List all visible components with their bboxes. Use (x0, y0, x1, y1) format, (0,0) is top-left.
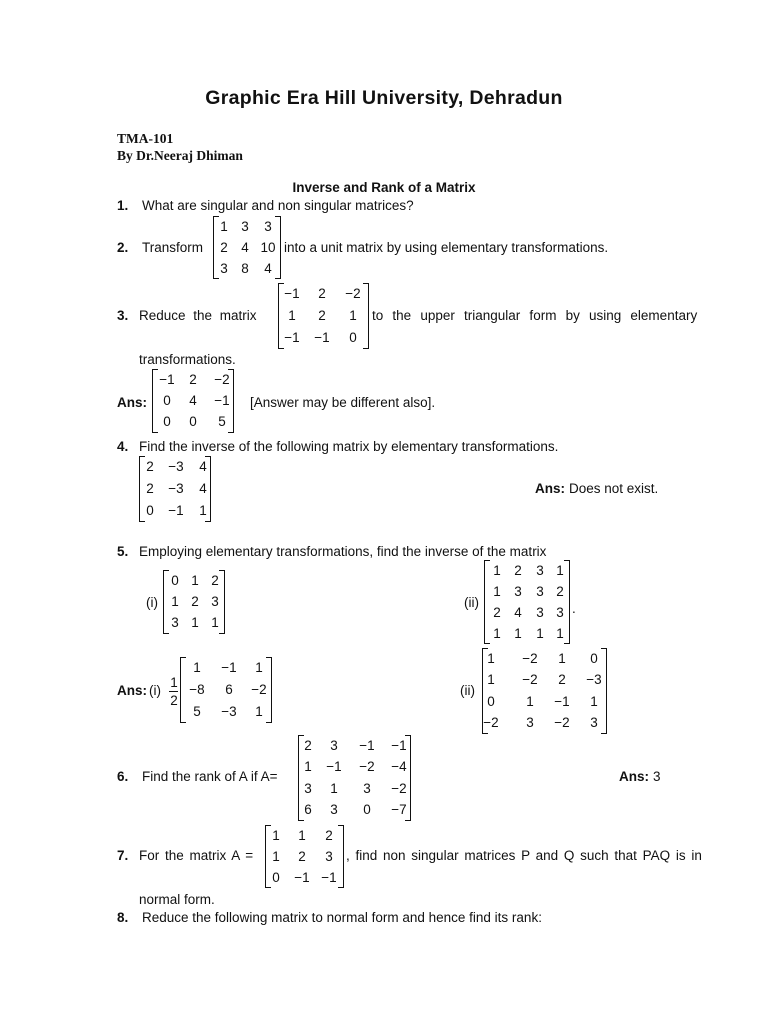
matrix-entry: 0 (272, 869, 280, 885)
matrix-entry: 3 (526, 715, 534, 731)
matrix-row (484, 582, 570, 602)
matrix-entry: 3 (363, 780, 371, 796)
matrix-entry: −1 (168, 503, 184, 518)
matrix-row (152, 370, 234, 390)
matrix-entry: 6 (225, 682, 233, 697)
matrix-entry: 3 (220, 260, 228, 276)
matrix-entry: −4 (391, 759, 407, 775)
q3-post: to the upper triangular form by using elementary (372, 308, 698, 323)
matrix-entry: 6 (304, 802, 312, 818)
matrix-entry: 2 (304, 737, 312, 753)
matrix-entry: −2 (345, 286, 361, 301)
matrix-entry: 1 (191, 572, 199, 588)
matrix-entry: 1 (211, 615, 219, 631)
course-code: TMA-101 (117, 131, 174, 146)
matrix-entry: −1 (284, 330, 300, 345)
matrix-entry: −1 (554, 693, 570, 709)
matrix-row (180, 702, 272, 722)
matrix-entry: 10 (260, 239, 276, 255)
matrix-entry: 1 (349, 308, 357, 323)
matrix-entry: 1 (272, 827, 280, 843)
matrix-row (484, 624, 570, 644)
q7-number: 7. (117, 848, 129, 863)
matrix-row (482, 713, 607, 733)
matrix-entry: −7 (391, 802, 407, 818)
matrix-row (213, 238, 281, 258)
matrix-entry: 1 (298, 827, 306, 843)
matrix-row (163, 592, 225, 612)
matrix-entry: 1 (199, 503, 207, 518)
q6-answer-label: Ans: (619, 769, 649, 784)
matrix-row (163, 613, 225, 633)
matrix-entry: 2 (493, 604, 501, 620)
matrix-entry: 1 (487, 672, 495, 688)
q4-answer-text: Does not exist. (569, 481, 659, 496)
matrix-row (298, 800, 411, 820)
matrix-entry: 3 (330, 802, 338, 818)
q5-answer-matrix-ii (482, 648, 607, 734)
matrix-row (152, 391, 234, 411)
q2-post: into a unit matrix by using elementary transformations. (284, 240, 609, 255)
q8-text: Reduce the following matrix to normal form and hence find its rank: (142, 910, 542, 925)
matrix-entry: 3 (325, 848, 333, 864)
matrix-entry: 1 (255, 704, 263, 719)
matrix-entry: −1 (326, 759, 342, 775)
matrix-entry: 2 (514, 562, 522, 578)
matrix-entry: −1 (321, 869, 337, 885)
q5-text: Employing elementary transformations, find the inverse of the matrix (139, 544, 547, 559)
q6-text: Find the rank of A if A= (142, 769, 278, 784)
q3-answer-note: [Answer may be different also]. (250, 395, 436, 410)
matrix-entry: 1 (272, 848, 280, 864)
matrix-entry: 2 (558, 672, 566, 688)
matrix-entry: 2 (220, 239, 228, 255)
matrix-row (139, 457, 211, 477)
matrix-row (163, 571, 225, 591)
matrix-row (213, 259, 281, 279)
matrix-entry: 0 (363, 802, 371, 818)
matrix-row (139, 501, 211, 521)
q5-answer-matrix-i (180, 657, 272, 723)
matrix-entry: −8 (189, 682, 205, 697)
matrix-entry: 1 (330, 780, 338, 796)
matrix-entry: −3 (168, 459, 184, 474)
matrix-entry: 5 (218, 414, 226, 430)
matrix-entry: 0 (590, 650, 598, 666)
q2-matrix (213, 216, 281, 279)
matrix-entry: 1 (193, 660, 201, 675)
matrix-row (298, 779, 411, 799)
q5-answer-label: Ans: (117, 683, 147, 698)
matrix-entry: 1 (304, 759, 312, 775)
matrix-entry: 1 (288, 308, 296, 323)
author-line: By Dr.Neeraj Dhiman (117, 148, 243, 163)
matrix-entry: 2 (191, 594, 199, 609)
matrix-entry: 3 (556, 604, 564, 620)
q1-number: 1. (117, 198, 129, 213)
matrix-entry: 2 (318, 286, 326, 301)
q6-answer-text: 3 (653, 769, 661, 784)
matrix-row (265, 826, 344, 846)
matrix-row (484, 561, 570, 581)
matrix-entry: 1 (493, 583, 501, 599)
matrix-entry: 4 (189, 393, 197, 408)
q6-number: 6. (117, 769, 129, 784)
matrix-entry: 3 (536, 583, 544, 599)
matrix-row (265, 868, 344, 888)
matrix-entry: −2 (214, 371, 230, 387)
matrix-entry: 3 (264, 218, 272, 234)
q5-answer-ii: (ii) (460, 683, 475, 698)
matrix-entry: 1 (191, 615, 199, 631)
q5-fraction-denominator: 2 (170, 693, 178, 708)
q5-matrix-ii (484, 560, 570, 644)
q5-matrix-i (163, 570, 225, 634)
q7-matrix (265, 825, 344, 888)
q5-trailing-period: . (572, 601, 576, 616)
matrix-row (484, 603, 570, 623)
matrix-entry: −2 (359, 759, 375, 775)
matrix-entry: 1 (255, 660, 263, 675)
q5-number: 5. (117, 544, 129, 559)
matrix-entry: −2 (522, 672, 538, 688)
matrix-entry: 1 (171, 594, 179, 609)
matrix-row (298, 757, 411, 777)
matrix-entry: 3 (536, 604, 544, 620)
matrix-entry: 2 (556, 583, 564, 599)
matrix-entry: 1 (526, 693, 534, 709)
q4-number: 4. (117, 439, 129, 454)
matrix-row (139, 479, 211, 499)
matrix-entry: 1 (487, 650, 495, 666)
q5-label-i: (i) (146, 595, 158, 610)
matrix-entry: −1 (159, 371, 175, 387)
q7-post: , find non singular matrices P and Q such that PAQ is in (346, 848, 702, 863)
matrix-entry: 2 (211, 572, 219, 588)
matrix-entry: 1 (556, 562, 564, 578)
section-heading: Inverse and Rank of a Matrix (292, 180, 476, 195)
matrix-row (213, 217, 281, 237)
matrix-entry: 5 (193, 704, 201, 719)
matrix-entry: −1 (391, 737, 407, 753)
q3-answer-label: Ans: (117, 395, 147, 410)
matrix-entry: −2 (483, 715, 499, 731)
q6-matrix (298, 735, 411, 821)
matrix-entry: 3 (211, 594, 219, 609)
q4-matrix (139, 456, 211, 522)
matrix-entry: 0 (146, 503, 154, 518)
matrix-entry: −3 (168, 481, 184, 496)
matrix-entry: 4 (264, 260, 272, 276)
matrix-entry: 2 (298, 848, 306, 864)
matrix-entry: −2 (251, 682, 267, 697)
matrix-entry: 3 (590, 715, 598, 731)
matrix-entry: 0 (349, 330, 357, 345)
matrix-row (482, 692, 607, 712)
q4-answer-label: Ans: (535, 481, 565, 496)
matrix-row (278, 306, 369, 326)
matrix-entry: −1 (214, 393, 230, 408)
matrix-entry: 2 (146, 481, 154, 496)
matrix-entry: 3 (171, 615, 179, 631)
matrix-entry: −1 (314, 330, 330, 345)
q3-pre: Reduce the matrix (139, 308, 257, 323)
q7-pre: For the matrix A = (139, 848, 254, 863)
matrix-entry: 1 (493, 625, 501, 641)
q3-continuation: transformations. (139, 352, 236, 367)
matrix-row (298, 736, 411, 756)
matrix-entry: 1 (220, 218, 228, 234)
q5-fraction-bar (169, 691, 178, 692)
page-title: Graphic Era Hill University, Dehradun (205, 87, 563, 109)
matrix-entry: 2 (146, 459, 154, 474)
q5-answer-i: (i) (149, 683, 161, 698)
matrix-entry: 0 (171, 572, 179, 588)
matrix-entry: −1 (284, 286, 300, 301)
q8-number: 8. (117, 910, 129, 925)
matrix-row (482, 649, 607, 669)
matrix-entry: −3 (221, 704, 237, 719)
matrix-entry: 4 (199, 481, 207, 496)
q3-answer-matrix (152, 369, 234, 433)
matrix-entry: −2 (522, 650, 538, 666)
matrix-entry: 2 (318, 308, 326, 323)
matrix-entry: 3 (241, 218, 249, 234)
matrix-row (278, 284, 369, 304)
matrix-entry: −1 (221, 660, 237, 675)
q3-number: 3. (117, 308, 129, 323)
matrix-entry: 0 (189, 414, 197, 430)
matrix-entry: 4 (514, 604, 522, 620)
matrix-entry: 3 (536, 562, 544, 578)
q2-pre: Transform (142, 240, 204, 255)
q4-text: Find the inverse of the following matrix by elementary transformations. (139, 439, 559, 454)
q3-matrix (278, 283, 369, 349)
matrix-entry: 1 (493, 562, 501, 578)
matrix-entry: −1 (359, 737, 375, 753)
matrix-entry: 1 (590, 693, 598, 709)
matrix-entry: 0 (163, 393, 171, 408)
matrix-entry: −1 (294, 869, 310, 885)
matrix-entry: 4 (199, 459, 207, 474)
matrix-entry: 8 (241, 260, 249, 276)
matrix-entry: 3 (330, 737, 338, 753)
q5-label-ii: (ii) (464, 595, 479, 610)
matrix-row (278, 328, 369, 348)
matrix-entry: 1 (514, 625, 522, 641)
matrix-entry: 2 (325, 827, 333, 843)
matrix-entry: 1 (556, 625, 564, 641)
matrix-entry: −2 (554, 715, 570, 731)
matrix-row (152, 412, 234, 432)
matrix-entry: 0 (163, 414, 171, 430)
matrix-entry: 4 (241, 239, 249, 255)
q2-number: 2. (117, 240, 129, 255)
q7-continuation: normal form. (139, 892, 215, 907)
matrix-row (180, 680, 272, 700)
matrix-entry: −2 (391, 780, 407, 796)
matrix-row (482, 670, 607, 690)
matrix-entry: 3 (304, 780, 312, 796)
matrix-entry: 0 (487, 693, 495, 709)
matrix-entry: 1 (536, 625, 544, 641)
matrix-entry: 3 (514, 583, 522, 599)
matrix-entry: 2 (189, 371, 197, 387)
q5-fraction-numerator: 1 (170, 675, 178, 690)
matrix-row (180, 658, 272, 678)
q1-text: What are singular and non singular matrices? (142, 198, 414, 213)
matrix-entry: 1 (558, 650, 566, 666)
matrix-row (265, 847, 344, 867)
matrix-entry: −3 (586, 672, 602, 688)
